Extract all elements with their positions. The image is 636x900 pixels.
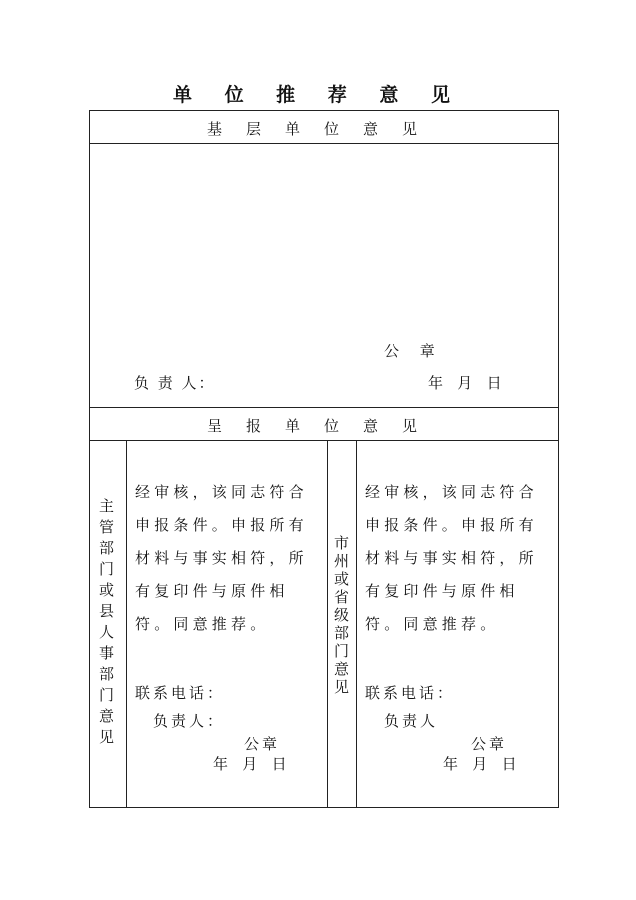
divider (327, 440, 328, 808)
city-opinion-text: 经审核，该同志符合申报条件。申报所有材料与事实相符，所有复印件与原件相符。同意推荐。 (365, 483, 538, 633)
county-contact-label: 联系电话： (135, 684, 226, 702)
city-date: 年 月 日 (443, 755, 517, 773)
reporting-unit-header: 呈报单位意见 (206, 417, 441, 435)
city-seal-label: 公章 (471, 735, 508, 753)
city-contact-label: 联系电话： (365, 684, 456, 702)
divider (89, 407, 559, 408)
city-responsible-label: 负责人 (384, 712, 439, 730)
grassroots-responsible-label: 负 责 人： (134, 374, 216, 392)
divider (126, 440, 127, 808)
county-date: 年 月 日 (213, 755, 287, 773)
county-seal-label: 公章 (244, 735, 281, 753)
county-department-label: 主管部门或县人事部门意见 (97, 498, 115, 750)
recommendation-table (89, 110, 559, 808)
county-opinion-text: 经审核，该同志符合申报条件。申报所有材料与事实相符，所有复印件与原件相符。同意推荐。 (135, 483, 308, 633)
grassroots-date: 年 月 日 (428, 374, 502, 392)
grassroots-unit-header: 基层单位意见 (206, 120, 441, 138)
divider (356, 440, 357, 808)
divider (89, 143, 559, 144)
grassroots-seal-label: 公 章 (384, 342, 443, 360)
page-title: 单 位 推 荐 意 见 (172, 84, 464, 106)
divider (89, 440, 559, 441)
county-responsible-label: 负责人： (153, 712, 226, 730)
city-department-label: 市州或省级部门意见 (332, 535, 350, 697)
